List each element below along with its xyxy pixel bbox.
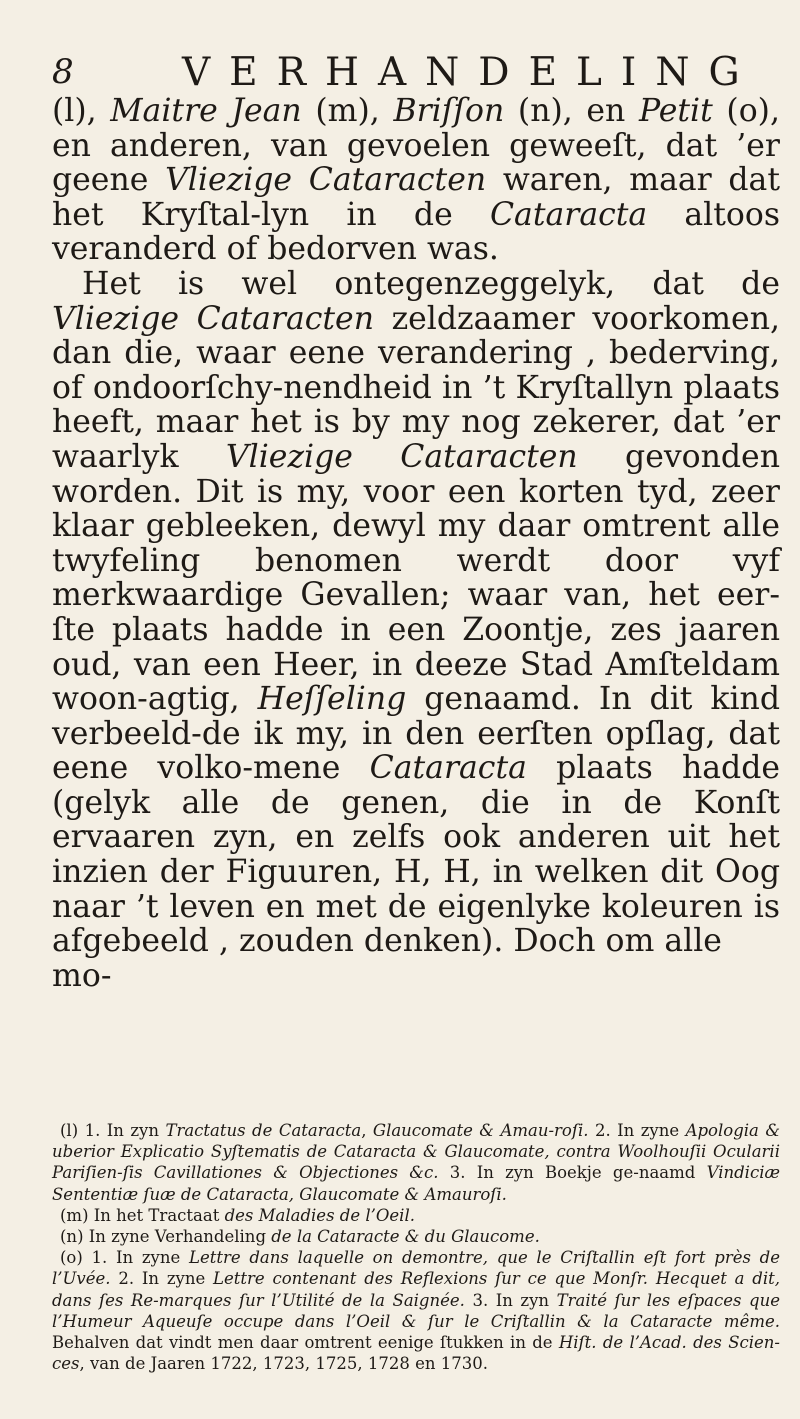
italic-title: Hiſt. de l’Acad. des Scien-ces [52, 1333, 780, 1374]
text-run: (n), en [504, 93, 639, 129]
text-run: (n) In zyne Verhandeling [60, 1227, 272, 1247]
paragraph-2 [52, 267, 780, 959]
text-run: Het is wel ontegenzeggelyk, dat de [82, 265, 780, 302]
page-header [52, 52, 792, 96]
italic-title: des Maladies de l’Oeil. [224, 1205, 415, 1225]
text-run: Behalven dat vindt men daar omtrent eenige ſtukken in de [52, 1333, 559, 1353]
catchword: mo- [52, 957, 112, 994]
text-run: waren, maar dat het Kryſtal-lyn in de [52, 162, 780, 233]
italic-title: Tractatus de Cataracta [165, 1121, 362, 1140]
text-run: , [361, 1121, 373, 1140]
footnotes [52, 1120, 780, 1374]
footnote-n [52, 1226, 780, 1247]
text-run: zeldzaamer voorkomen, dan die, waar eene verandering , bederving, of ondoorſchy-nendheid in ’t Kryſtallyn plaats heeft, maar het is by my nog zekerer, dat ’er waarlyk [52, 300, 780, 475]
text-run: 2. In zyne [110, 1269, 214, 1289]
text-run: (o), en anderen, van gevoelen geweeſt, dat ’er geene [52, 93, 780, 199]
italic-title: Glaucomate & Amau-roſi. [372, 1121, 589, 1140]
text-run: gevonden worden. Dit is my, voor een korten tyd, zeer klaar gebleeken, dewyl my daar omtrent alle twyfeling benomen werdt door vyf merkwaardige Gevallen; waar van, het eer-ſte plaats hadde in een Zoontje, zes jaaren oud, van een Heer, in deeze Stad Amſteldam woon-agtig, [52, 438, 780, 718]
text-run: 3. In zyn Boekje ge-naamd [438, 1163, 707, 1183]
text-run: plaats hadde (gelyk alle de genen, die in de Konſt ervaaren zyn, en zelfs ook anderen uit het inzien der Figuuren, H, H, in welken dit Oog naar ’t leven en met de eigenlyke koleuren is afgebeeld , zouden denken). Doch om alle [52, 750, 780, 960]
italic-term: Vliezige Cataracten [225, 438, 578, 475]
italic-term: Cataracta [369, 750, 527, 787]
italic-term: Vliezige Cataracten [52, 300, 374, 337]
text-run: , van de Jaaren 1722, 1723, 1725, 1728 en 1730. [79, 1354, 488, 1374]
paragraph-1 [52, 94, 780, 267]
italic-title: de la Cataracte & du Glaucome. [271, 1227, 540, 1247]
italic-name: Briſſon [393, 93, 505, 129]
text-run: genaamd. In dit kind verbeeld-de ik my, in den eerſten opſlag, dat eene volko-mene [52, 681, 780, 787]
italic-title: Traité ſur les eſpaces que l’Humeur Aqueuſe occupe dans l’Oeil & ſur le Criſtallin & la Cataracte même. [52, 1290, 780, 1331]
text-run: 3. In zyn [464, 1290, 557, 1310]
text-run: (l) 1. In zyn [60, 1121, 166, 1140]
text-run: (o) 1. In zyne [60, 1248, 189, 1268]
italic-title: Lettre contenant des Reflexions ſur ce que Monſr. Hecquet a dit, dans ſes Re-marques ſur l’Utilité de la Saignée. [52, 1269, 780, 1310]
running-title: VERHANDELING [182, 50, 759, 95]
italic-name: Heſſeling [257, 681, 407, 718]
footnote-o [52, 1247, 780, 1374]
italic-title: Lettre dans laquelle on demontre, que le Criſtallin eſt fort près de l’Uvée. [52, 1248, 780, 1289]
italic-term: Cataracta [489, 196, 648, 233]
footnote-l [52, 1120, 780, 1205]
italic-title: Apologia & uberior Explicatio Syſtematis de Cataracta & Glaucomate, contra Woolhouſii Ocularii Pariſien-ſis Cavillationes & Objectiones &c. [52, 1121, 781, 1183]
italic-term: Vliezige Cataracten [165, 162, 487, 199]
footnote-m [52, 1205, 780, 1226]
text-run: 2. In zyne [588, 1121, 686, 1140]
page-number: 8 [52, 52, 74, 92]
text-run: altoos veranderd of bedorven was. [52, 196, 780, 268]
italic-name: Petit [638, 93, 713, 129]
italic-title: Vindiciæ Sententiæ ſuæ de Cataracta, Glaucomate & Amauroſi. [52, 1163, 780, 1204]
text-run: (m), [301, 93, 394, 129]
text-run: (m) In het Tractaat [60, 1205, 225, 1225]
text-run: (l), [52, 93, 111, 129]
italic-name: Maitre Jean [110, 93, 302, 129]
main-text [52, 94, 780, 993]
